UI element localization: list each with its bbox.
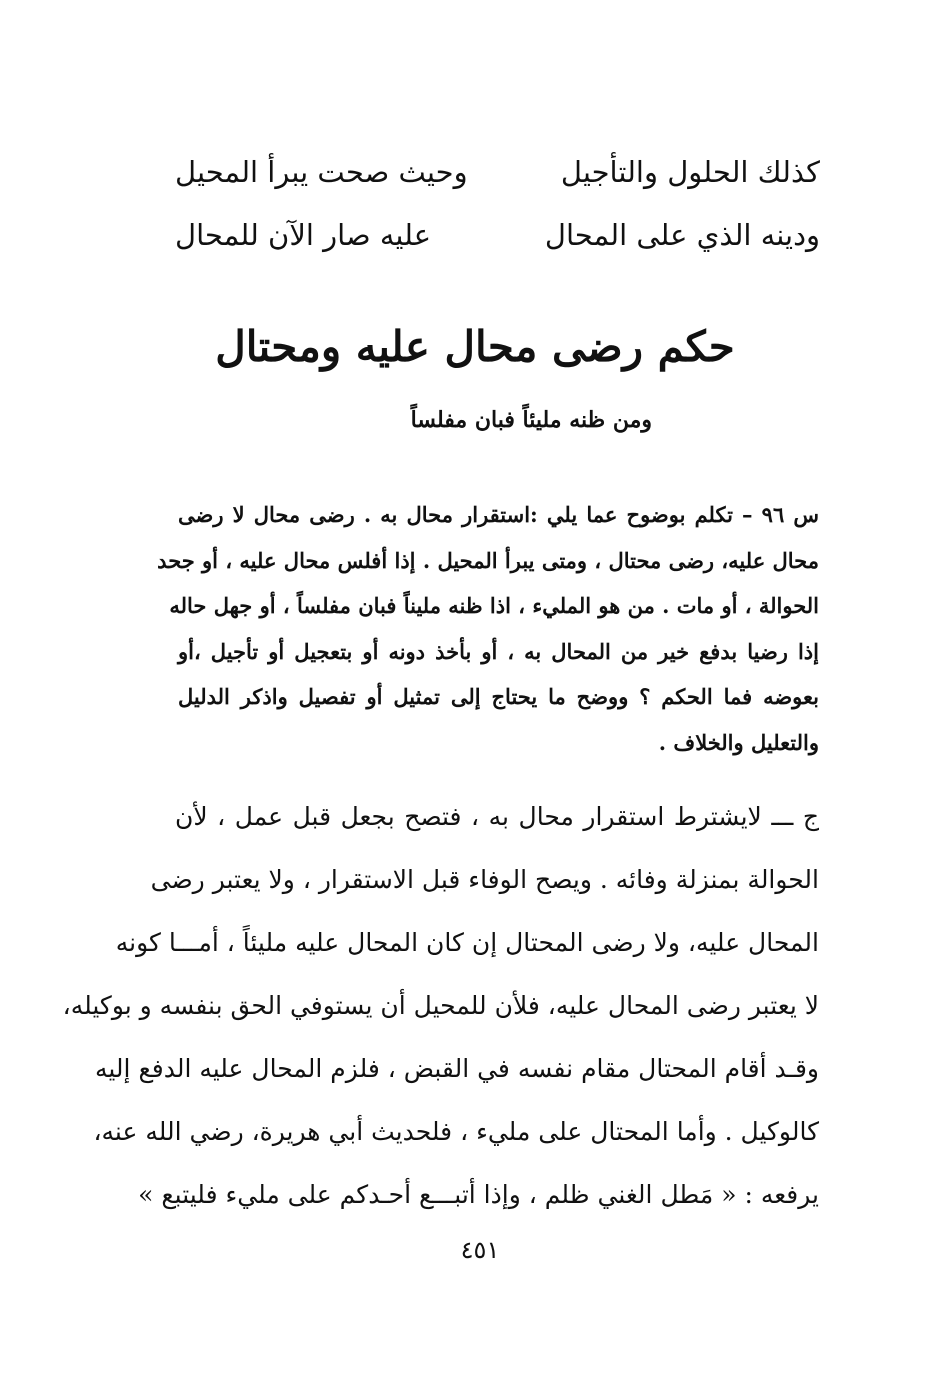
poem-verse-1-second-hemistich: وحيث صحت يبرأ المحيل <box>175 155 468 189</box>
poem-verse-2 <box>175 213 820 257</box>
section-title: حكم رضى محال عليه ومحتال <box>215 322 735 371</box>
answer-line: لا يعتبر رضى المحال عليه، فلأن للمحيل أن يستوفي الحق بنفسه و بوكيله، <box>62 991 819 1020</box>
answer-paragraph <box>62 785 819 1226</box>
answer-line: كالوكيل . وأما المحتال على مليء ، فلحديث أبي هريرة، رضي الله عنه، <box>93 1117 819 1146</box>
poem-verse-1 <box>175 150 820 194</box>
question-line: إذا رضيا بدفع خير من المحال به ، أو بأخذ دونه أو بتعجيل أو تأجيل ،أو <box>178 638 819 664</box>
question-paragraph <box>157 492 819 765</box>
answer-line: ج ـــ لايشترط استقرار محال به ، فتصح بجعل قبل عمل ، لأن <box>175 802 819 831</box>
answer-line: يرفعه : « مَطل الغني ظلم ، وإذا أتبـــع أحـدكم على مليء فليتبع » <box>138 1180 819 1209</box>
answer-line: الحوالة بمنزلة وفائه . ويصح الوفاء قبل الاستقرار ، ولا يعتبر رضى <box>150 865 819 894</box>
question-line: بعوضه فما الحكم ؟ ووضح ما يحتاج إلى تمثيل أو تفصيل واذكر الدليل <box>178 684 819 709</box>
question-line: س ٩٦ – تكلم بوضوح عما يلي :استقرار محال به . رضى محال لا رضى <box>178 502 819 527</box>
poem-verse-2-second-hemistich: عليه صار الآن للمحال <box>175 218 432 252</box>
poem-verse-2-first-hemistich: ودينه الذي على المحال <box>544 218 820 252</box>
question-line: الحوالة ، أو مات . من هو المليء ، اذا ظنه مليناً فبان مفلساً ، أو جهل حاله <box>169 593 819 618</box>
section-subtitle: ومن ظنه مليئاً فبان مفلساً <box>410 407 652 433</box>
poem-verse-1-first-hemistich: كذلك الحلول والتأجيل <box>560 155 820 189</box>
question-line: والتعليل والخلاف . <box>658 729 819 755</box>
answer-line: وقـد أقام المحتال مقام نفسه في القبض ، فلزم المحال عليه الدفع إليه <box>94 1054 819 1083</box>
answer-line: المحال عليه، ولا رضى المحتال إن كان المحال عليه مليئاً ، أمـــا كونه <box>115 928 819 957</box>
page-number: ٤٥١ <box>460 1236 500 1264</box>
question-line: محال عليه، رضى محتال ، ومتى يبرأ المحيل . إذا أفلس محال عليه ، أو جحد <box>157 547 819 573</box>
